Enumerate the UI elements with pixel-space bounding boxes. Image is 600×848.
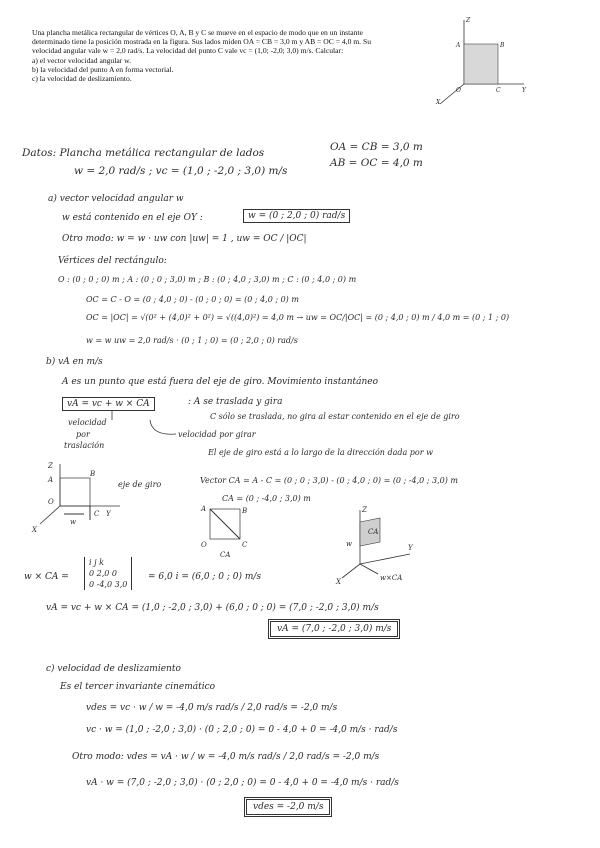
left-z: Z [48, 462, 53, 470]
mid-ca: CA [220, 551, 231, 559]
cross-matrix [84, 557, 132, 590]
label-o: O [456, 87, 461, 94]
part-c-l1: Es el tercer invariante cinemático [60, 682, 216, 692]
under-por: por [76, 430, 90, 439]
left-w: w [70, 518, 76, 526]
right-z: Z [362, 506, 367, 514]
part-a-heading: a) vector velocidad angular w [48, 194, 184, 204]
w-box: w = (0 ; 2,0 ; 0) rad/s [243, 209, 350, 223]
rot-label: velocidad por girar [178, 430, 256, 439]
left-c: C [94, 510, 100, 518]
left-o: O [48, 498, 54, 506]
problem-line: Una plancha metálica rectangular de vértices O, A, B y C se mueve en el espacio de modo que en un instante [32, 28, 363, 37]
part-c-heading: c) velocidad de deslizamiento [46, 664, 181, 674]
part-a-l1: w está contenido en el eje OY : [62, 213, 203, 223]
right-ca: CA [368, 528, 379, 536]
vertices-heading: Vértices del rectángulo: [58, 256, 167, 266]
label-y: Y [522, 87, 526, 94]
matrix-row: i j k [89, 558, 104, 567]
datos-ab-oc: AB = OC = 4,0 m [330, 157, 423, 169]
under-traslacion: traslación [64, 441, 105, 450]
cross-rhs: = 6,0 i = (6,0 ; 0 ; 0) m/s [148, 572, 262, 582]
label-c: C [496, 87, 501, 94]
dot-product-2: vA · w = (7,0 ; -2,0 ; 3,0) · (0 ; 2,0 ; 0) = 0 - 4,0 + 0 = -4,0 m/s · rad/s [86, 778, 399, 788]
va-equation: vA = vc + w × CA [62, 397, 155, 411]
problem-line: velocidad angular vale w = 2,0 rad/s. La velocidad del punto C vale vc = (1,0; -2,0; 3,0) m/s. Calcular: [32, 46, 344, 56]
oc-vector: OC = C - O = (0 ; 4,0 ; 0) - (0 ; 0 ; 0) = (0 ; 4,0 ; 0) m [86, 295, 299, 304]
right-w: w [346, 540, 352, 548]
label-z: Z [466, 17, 471, 24]
vdes-eq: vdes = vc · w / w = -4,0 m/s rad/s / 2,0 rad/s = -2,0 m/s [86, 703, 338, 713]
label-b: B [500, 42, 505, 49]
datos-oa-cb: OA = CB = 3,0 m [330, 141, 423, 153]
label-x: X [436, 99, 441, 106]
part-b-l1: A es un punto que está fuera del eje de giro. Movimiento instantáneo [62, 377, 379, 387]
va-result-box: vA = (7,0 ; -2,0 ; 3,0) m/s [268, 619, 400, 639]
mid-b: B [242, 507, 248, 515]
cross-lhs: w × CA = [24, 572, 69, 582]
left-b: B [90, 470, 96, 478]
vertices: O : (0 ; 0 ; 0) m ; A : (0 ; 0 ; 3,0) m ; B : (0 ; 4,0 ; 3,0) m ; C : (0 ; 4,0 ; 0) m [58, 275, 357, 284]
part-a-l2: Otro modo: w = w · uw con |uw| = 1 , uw = OC / |OC| [62, 234, 307, 244]
vector-ca: Vector CA = A - C = (0 ; 0 ; 3,0) - (0 ; 4,0 ; 0) = (0 ; -4,0 ; 3,0) m [200, 476, 458, 485]
problem-line: a) el vector velocidad angular w. [32, 55, 132, 65]
left-x: X [32, 526, 37, 534]
va-sum: vA = vc + w × CA = (1,0 ; -2,0 ; 3,0) + (6,0 ; 0 ; 0) = (7,0 ; -2,0 ; 3,0) m/s [46, 603, 379, 613]
right-y: Y [408, 544, 413, 552]
axes-figure-left [30, 458, 150, 538]
matrix-row: 0 -4,0 3,0 [89, 580, 128, 589]
left-a: A [48, 476, 54, 484]
part-b-heading: b) vA en m/s [46, 357, 103, 367]
dot-product: vc · w = (1,0 ; -2,0 ; 3,0) · (0 ; 2,0 ; 0) = 0 - 4,0 + 0 = -4,0 m/s · rad/s [86, 725, 398, 735]
vdes-result-box: vdes = -2,0 m/s [244, 797, 332, 817]
under-velocidad: velocidad [68, 418, 107, 427]
matrix-row: 0 2,0 0 [89, 569, 117, 578]
right-wxca: w×CA [380, 574, 403, 582]
otro-modo: Otro modo: vdes = vA · w / w = -4,0 m/s rad/s / 2,0 rad/s = -2,0 m/s [72, 752, 380, 762]
eje-note: El eje de giro está a lo largo de la dirección dada por w [208, 448, 433, 457]
eje-giro-label: eje de giro [118, 480, 162, 489]
oc-modulus: OC = |OC| = √(0² + (4,0)² + 0²) = √((4,0)²) = 4,0 m → uw = OC/|OC| = (0 ; 4,0 ; 0) m / 4,0 m = (0 ; 1 ; 0) [86, 313, 510, 322]
datos-title: Datos: Plancha metálica rectangular de lados [22, 147, 265, 159]
mid-o: O [201, 541, 207, 549]
problem-line: determinado tiene la posición mostrada en la figura. Sus lados miden OA = CB = 3,0 m y AB = OC = 4,0 m. Su [32, 37, 371, 47]
problem-line: c) la velocidad de deslizamiento. [32, 74, 132, 84]
w-final: w = w uw = 2,0 rad/s · (0 ; 1 ; 0) = (0 ; 2,0 ; 0) rad/s [86, 336, 298, 345]
mid-a: A [201, 505, 207, 513]
eq-note-1: : A se traslada y gira [188, 397, 283, 407]
ca-result: CA = (0 ; -4,0 ; 3,0) m [222, 494, 311, 503]
cross-product-figure [330, 502, 440, 587]
ca-figure [198, 505, 278, 565]
problem-line: b) la velocidad del punto A en forma vectorial. [32, 64, 174, 74]
left-y: Y [106, 510, 111, 518]
datos-w-vc: w = 2,0 rad/s ; vc = (1,0 ; -2,0 ; 3,0) m/s [74, 165, 288, 177]
mid-c: C [242, 541, 248, 549]
eq-note-2: C sólo se traslada, no gira al estar contenido en el eje de giro [210, 412, 460, 421]
right-x: X [336, 578, 341, 586]
label-a: A [456, 42, 461, 49]
